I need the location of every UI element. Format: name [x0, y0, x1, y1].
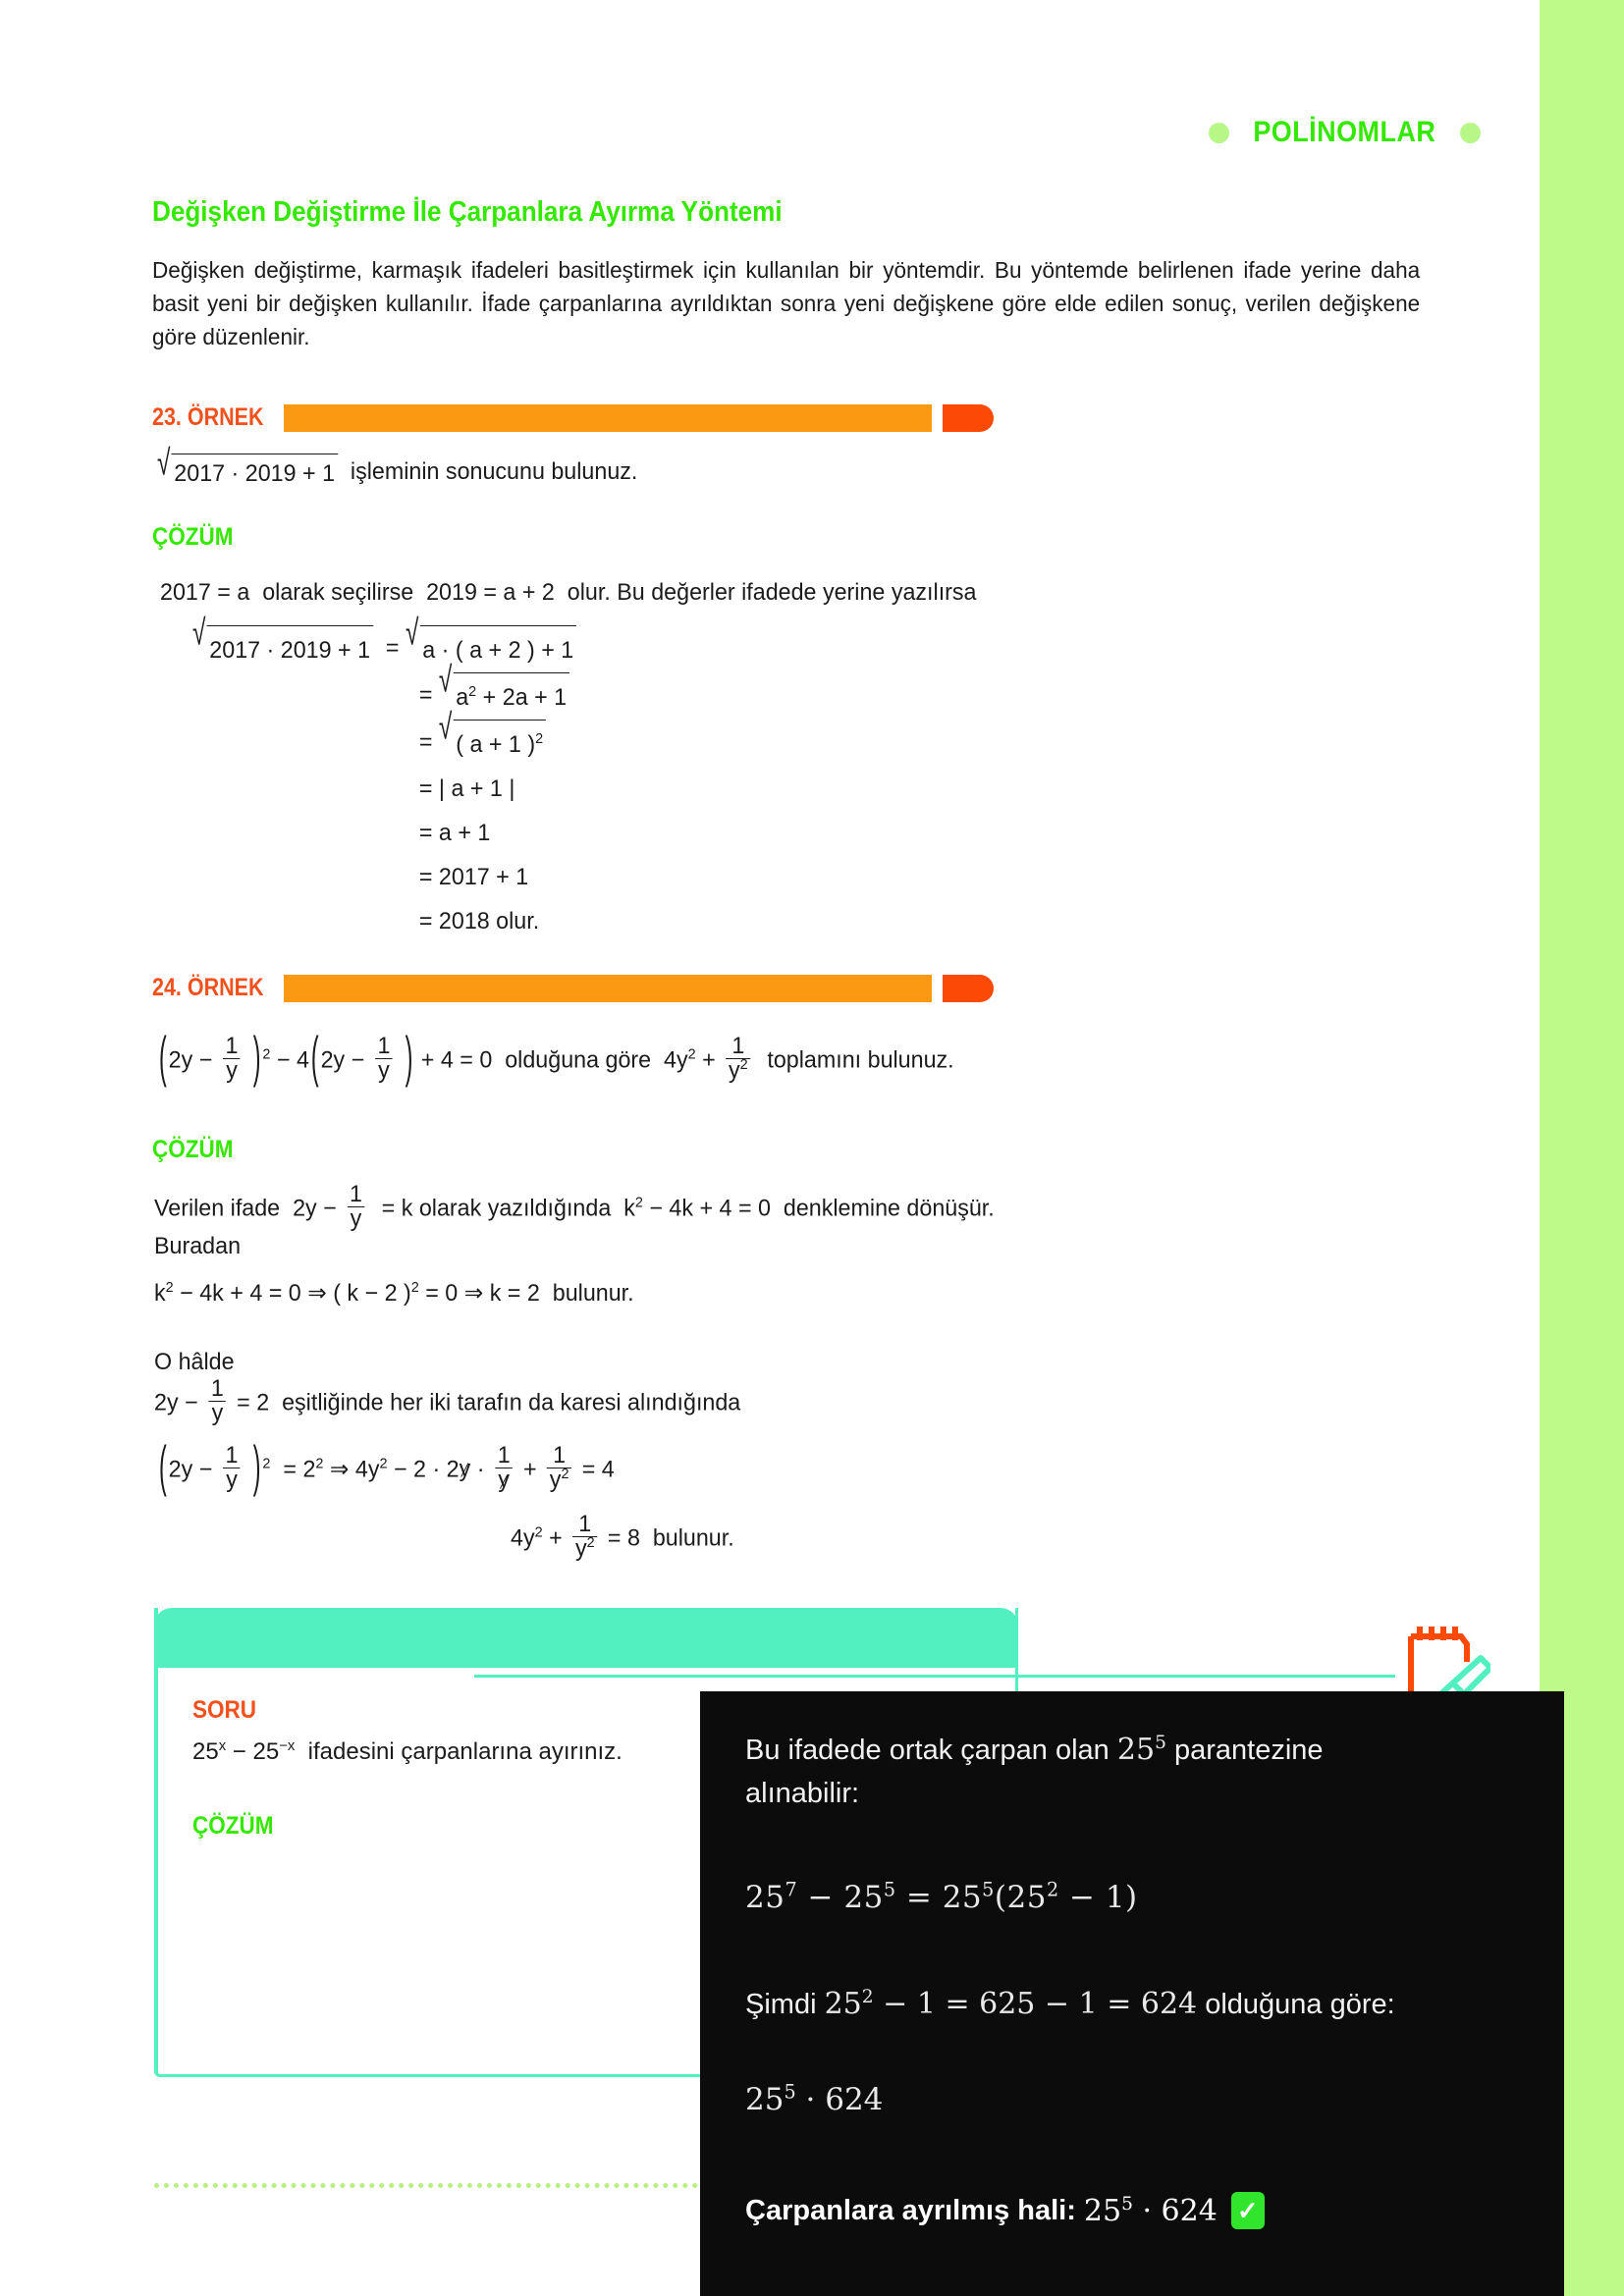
sira-sizde-cozum-label: ÇÖZÜM: [192, 1812, 274, 1840]
overlay-line1-b: parantezine: [1173, 1735, 1324, 1766]
fraction-1-over-y-2: $\frac{1}{y}$: [375, 1035, 394, 1084]
example-24-step-7: $4y^2$ + $\frac{1}{y^2}$ = 8 bulunur.: [511, 1511, 734, 1563]
overlay-line1-a: Bu ifadede ortak çarpan olan: [745, 1735, 1110, 1766]
sira-sizde-title: Sıra Sizde: [41, 13, 164, 44]
example-24-step-4: O hâlde: [154, 1349, 235, 1375]
step1-tail: denklemine dönüşür.: [783, 1195, 995, 1222]
sqrt-expression: √ 2017 · 2019 + 1: [157, 454, 338, 492]
step5-tail: eşitliğinde her iki tarafın da karesi alındığında: [282, 1389, 741, 1416]
section-title: Değişken Değiştirme İle Çarpanlara Ayırma Yöntemi: [152, 196, 783, 228]
open-paren: (: [158, 1027, 167, 1090]
sqrt-a2-radicand: $a^2 + 2a + 1$: [453, 672, 569, 720]
example-23-derivation: [192, 613, 576, 943]
overlay-line-2: alınabilir:: [745, 1778, 860, 1809]
overlay-line-3: [745, 1984, 1519, 2025]
fraction-1-over-cancelled-y: $\frac{1}{y}$: [495, 1444, 514, 1493]
overlay-final-answer: [745, 2192, 1519, 2229]
example-24-step-2: Buradan: [154, 1233, 242, 1259]
sira-sizde-soru-label: SORU: [192, 1696, 257, 1724]
fraction-1-over-y-squared: $\frac{1}{y^2}$: [726, 1035, 750, 1084]
fraction-1-over-y-squared-2: $\frac{1}{y^2}$: [547, 1444, 571, 1493]
derivation-line-6: = 2017 + 1: [418, 864, 529, 890]
example-24-step-5: 2y − $\frac{1}{y}$ = 2 eşitliğinde her iki tarafın da karesi alındığında: [154, 1375, 741, 1427]
fraction-1-over-y-3: $\frac{1}{y}$: [347, 1183, 365, 1232]
open-paren-3: (: [158, 1436, 167, 1499]
setup-verb: olarak seçilirse: [262, 579, 414, 606]
sqrt-a2-2a-1: √ $a^2 + 2a + 1$: [439, 672, 569, 720]
sqrt-rhs: √ a · ( a + 2 ) + 1: [406, 625, 576, 672]
header-dot-right-icon: [1460, 123, 1481, 143]
example-24-bar-cap: [943, 975, 994, 1002]
close-paren: ): [252, 1027, 261, 1090]
overlay-final-math: $25^5 \cdot 624$: [1083, 2193, 1218, 2228]
example-24-bar: [284, 975, 932, 1002]
sira-sizde-header-bar: [154, 1608, 1018, 1668]
overlay-equation-1: $25^7 - 25^5 = 25^5(25^2 - 1)$: [745, 1878, 1138, 1915]
fraction-1-over-y-5: $\frac{1}{y}$: [223, 1444, 242, 1493]
sqrt-lhs: √ 2017 · 2019 + 1: [192, 625, 373, 672]
answer-overlay-panel: [700, 1691, 1564, 2296]
example-23-question-tail: işleminin sonucunu bulunuz.: [350, 457, 638, 485]
example-24-banner: [152, 974, 994, 1002]
derivation-line-5: = a + 1: [418, 820, 491, 846]
derivation-line-1: √ 2017 · 2019 + 1 = √ a · ( a + 2 ) + 1: [192, 625, 576, 672]
check-mark-icon: ✓: [1231, 2192, 1265, 2229]
example-24-step-6: (2y − $\frac{1}{y}$ ) $^2 = 2^2$ ⇒ $4y^2 - 2 \cdot 2y$ · $\frac{1}{y}$ + $\frac{1}{y^2}$ = 4: [157, 1446, 615, 1495]
overlay-line3-math: $25^2 - 1 = 625 - 1 = 624$: [824, 1987, 1198, 2021]
example-24-step-3: $k^2 - 4k + 4 = 0$ ⇒ ( k − 2 )$^2$ = 0 ⇒ k = 2 bulunur.: [154, 1280, 634, 1307]
overlay-line1-math: $25^5$: [1116, 1733, 1166, 1767]
setup-tail: olur. Bu değerler ifadede yerine yazılırsa: [567, 579, 977, 606]
example-23-cozum-label: ÇÖZÜM: [152, 523, 234, 551]
cancelled-y: y: [460, 1452, 471, 1487]
overlay-line-1: [745, 1729, 1519, 1815]
step1-mid: = k olarak yazıldığında: [381, 1195, 612, 1222]
example-23-label: 23. ÖRNEK: [152, 403, 264, 431]
sqrt-a1-squared: √ ( a + 1 )$^2$: [439, 720, 546, 767]
derivation-line-4: = | a + 1 |: [418, 775, 515, 802]
sqrt-radicand: 2017 · 2019 + 1: [171, 454, 338, 492]
example-24-q-mid: olduğuna göre: [505, 1046, 652, 1074]
open-paren-2: (: [310, 1027, 319, 1090]
fraction-1-over-y: $\frac{1}{y}$: [223, 1035, 242, 1084]
step7-tail: bulunur.: [652, 1524, 734, 1552]
fraction-1-over-y-4: $\frac{1}{y}$: [208, 1377, 227, 1426]
overlay-line3-post: olduğuna göre:: [1205, 1989, 1395, 2020]
section-intro-paragraph: Değişken değiştirme, karmaşık ifadeleri basitleştirmek için kullanılan bir yöntemdir. Bu yöntemde belirlenen ifade yerine daha basit yeni bir değişken kullanılır. İfade çarpanlarına ayrıldıktan sonra yeni değişkene göre elde edilen sonuç, verilen değişkene göre düzenlenir.: [152, 257, 1421, 349]
example-24-cozum-label: ÇÖZÜM: [152, 1136, 234, 1163]
overlay-final-label: Çarpanlara ayrılmış hali:: [745, 2194, 1076, 2226]
close-paren-2: ): [405, 1027, 413, 1090]
sira-sizde-question: $25^x - 25^{-x}$ ifadesini çarpanlarına ayırınız.: [192, 1738, 623, 1765]
overlay-line3-pre: Şimdi: [745, 1989, 817, 2020]
close-paren-3: ): [252, 1436, 261, 1499]
sira-sizde-rule-line: [474, 1675, 1395, 1678]
sqrt-lhs-radicand: 2017 · 2019 + 1: [206, 625, 373, 672]
example-24-q-tail: toplamını bulunuz.: [767, 1046, 954, 1074]
example-23-banner: [152, 403, 994, 432]
fraction-1-over-y-squared-3: $\frac{1}{y^2}$: [572, 1513, 597, 1562]
header-dot-left-icon: [1209, 123, 1229, 143]
sqrt-a1-radicand: ( a + 1 )$^2$: [453, 720, 546, 767]
step1-pre: Verilen ifade: [154, 1195, 281, 1222]
derivation-line-7: = 2018 olur.: [418, 908, 540, 934]
sira-question-tail: ifadesini çarpanlarına ayırınız.: [307, 1738, 623, 1765]
example-23-bar-cap: [943, 404, 994, 432]
example-23-question: [157, 443, 638, 492]
example-24-label: 24. ÖRNEK: [152, 974, 264, 1001]
example-24-step-1: Verilen ifade 2y − $\frac{1}{y}$ = k olarak yazıldığında $k^2 - 4k + 4 = 0$ denklemine dönüşür.: [154, 1181, 995, 1233]
setup-b: 2019 = a + 2: [426, 579, 555, 606]
page-title: POLİNOMLAR: [1253, 116, 1436, 148]
example-24-question: (2y − $\frac{1}{y}$ ) $^2$ − 4(2y − $\frac{1}{y}$ ) + 4 = 0 olduğuna göre $4y^2$ + $\frac{1}{y^2}$ toplamını bulunuz.: [157, 1037, 954, 1086]
derivation-line-3: = √ ( a + 1 )$^2$: [192, 720, 576, 767]
setup-a: 2017 = a: [160, 579, 250, 606]
sqrt-rhs-radicand: a · ( a + 2 ) + 1: [419, 625, 576, 672]
example-23-setup-line: [160, 575, 977, 611]
overlay-equation-2: $25^5 \cdot 624$: [745, 2080, 884, 2117]
derivation-line-2: = √ $a^2 + 2a + 1$: [192, 672, 576, 720]
page-header: [1209, 116, 1481, 149]
example-23-bar: [284, 404, 932, 432]
